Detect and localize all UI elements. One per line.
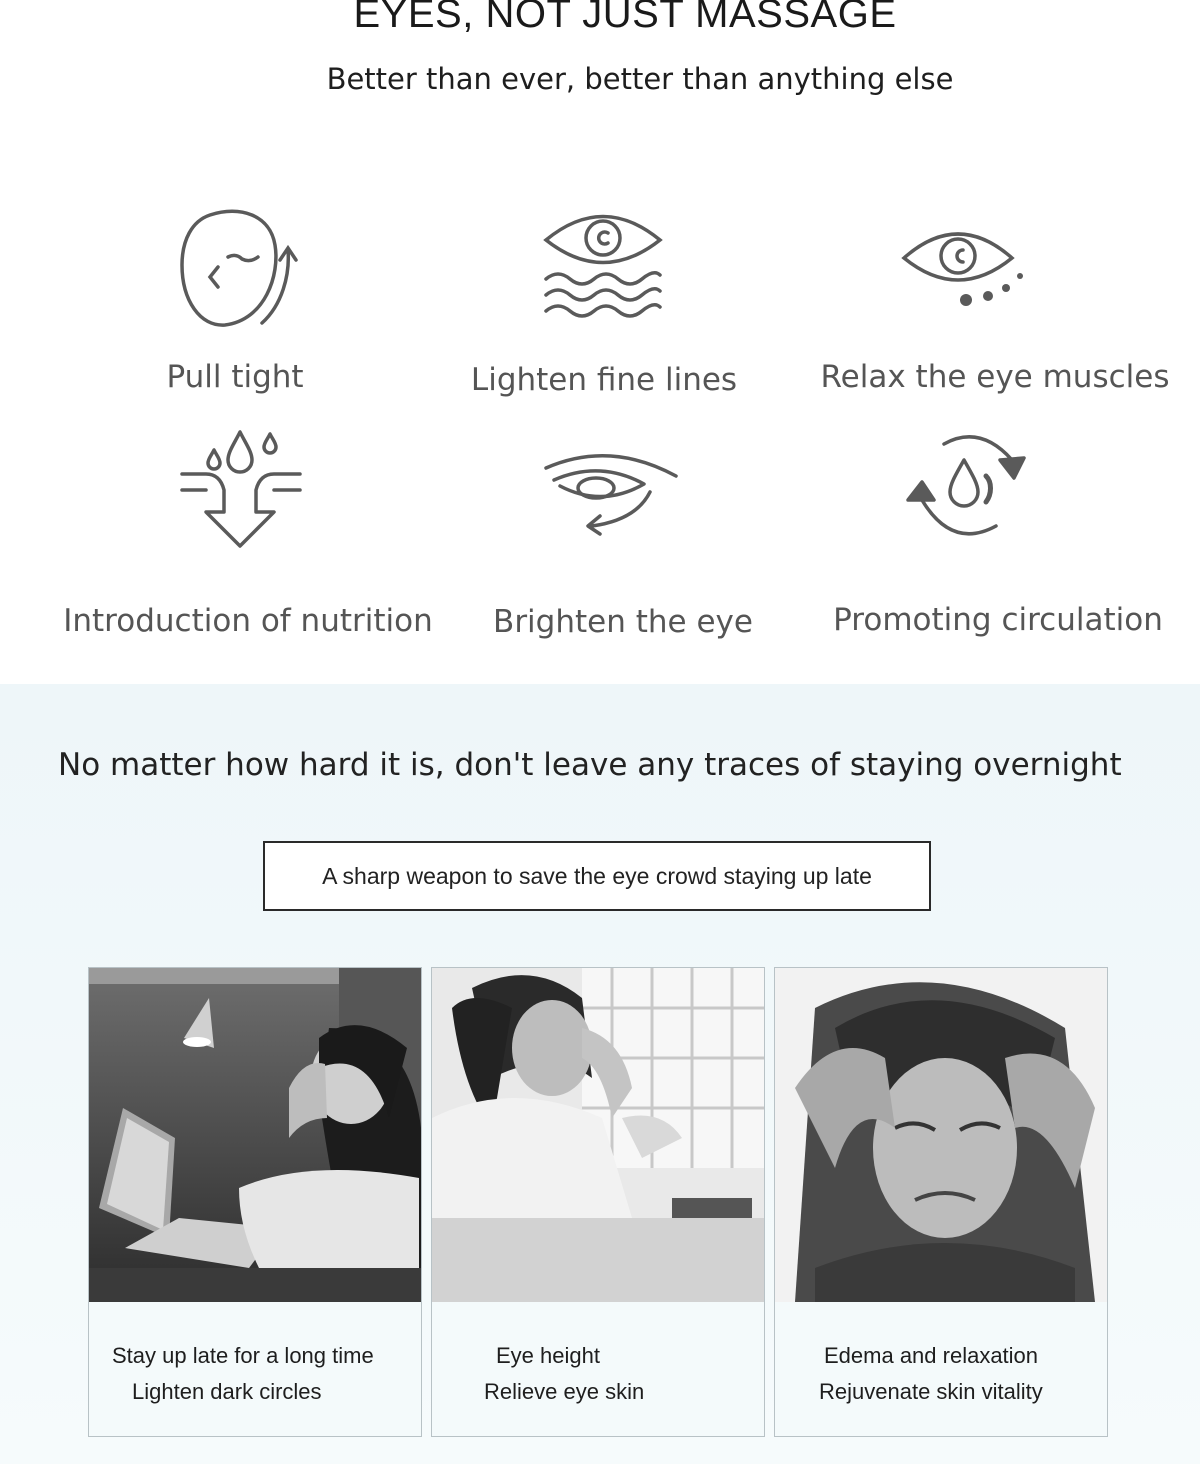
card-late-night (88, 967, 422, 1437)
card-caption (775, 1338, 1107, 1410)
page-title: EYES, NOT JUST MASSAGE (353, 0, 897, 36)
card-line1: Eye height (496, 1343, 600, 1368)
eye-waves-icon (540, 205, 666, 329)
card-edema (774, 967, 1108, 1437)
section-headline: No matter how hard it is, don't leave any traces of staying overnight (58, 747, 1122, 783)
feature-label-brighten-eye: Brighten the eye (493, 604, 753, 640)
card-line2: Rejuvenate skin vitality (819, 1379, 1043, 1404)
page-subtitle: Better than ever, better than anything else (326, 62, 954, 96)
card-line2: Relieve eye skin (484, 1379, 645, 1404)
feature-label-introduction-nutrition: Introduction of nutrition (63, 603, 433, 639)
card-eye-height (431, 967, 765, 1437)
feature-label-promoting-circulation: Promoting circulation (833, 602, 1163, 638)
card-caption (432, 1338, 764, 1410)
card-line1: Stay up late for a long time (112, 1343, 374, 1368)
tagline-text: A sharp weapon to save the eye crowd staying up late (322, 862, 872, 889)
tagline-box (263, 841, 931, 911)
feature-label-lighten-fine-lines: Lighten fine lines (470, 362, 738, 398)
card-line2: Lighten dark circles (132, 1379, 322, 1404)
face-lift-icon (170, 205, 310, 335)
eye-arrow-icon (540, 450, 680, 540)
eye-dots-icon (900, 222, 1030, 312)
feature-label-pull-tight: Pull tight (166, 359, 304, 395)
features-section (0, 0, 1200, 684)
droplets-arrow-icon (176, 428, 306, 552)
card-caption (89, 1338, 421, 1410)
feature-label-relax-eye-muscles: Relax the eye muscles (820, 359, 1170, 395)
photo-woman-laptop-lamp (89, 968, 421, 1302)
drop-cycle-icon (900, 430, 1030, 544)
photo-woman-holding-head (775, 968, 1107, 1302)
photo-woman-rubbing-eyes (432, 968, 764, 1302)
card-line1: Edema and relaxation (824, 1343, 1039, 1368)
